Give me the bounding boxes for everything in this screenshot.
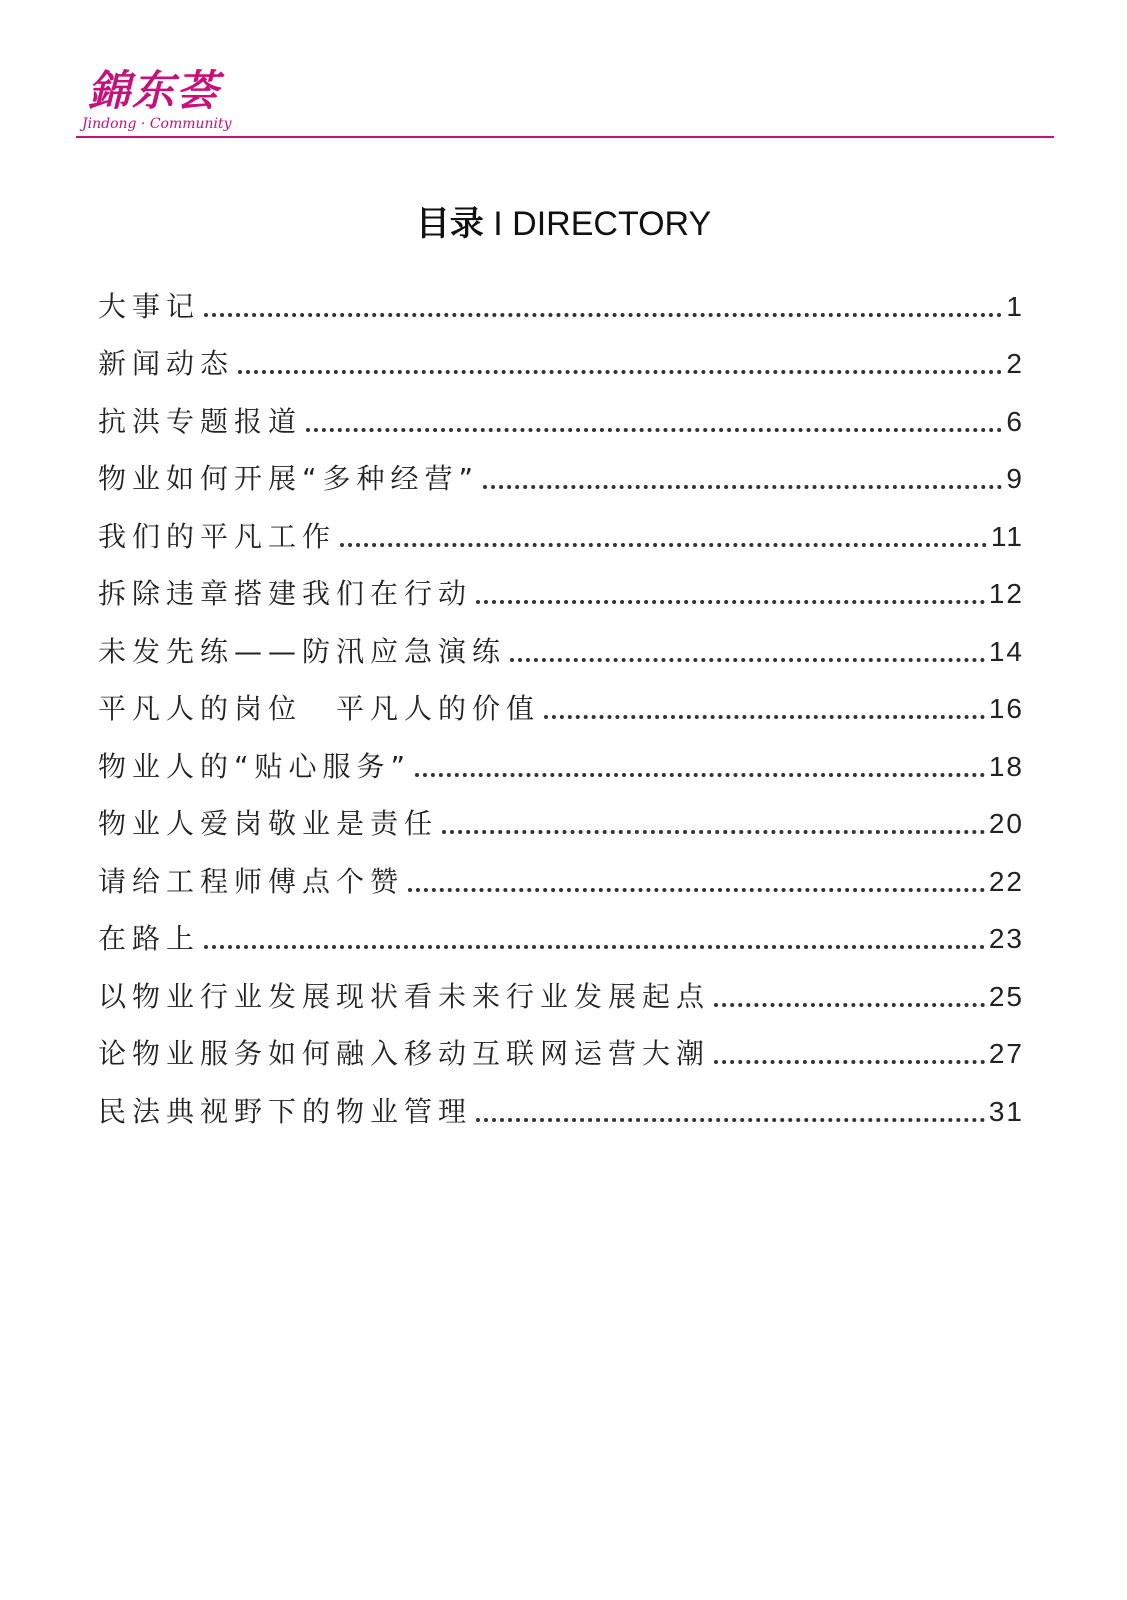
toc-leader-dots (714, 1003, 985, 1007)
toc-entry-page: 2 (1006, 348, 1024, 379)
toc-leader-dots (442, 830, 985, 834)
toc-entry[interactable] (98, 556, 1024, 614)
toc-entry-title: 平凡人的岗位 平凡人的价值 (98, 692, 541, 725)
toc-entry-page: 14 (988, 635, 1024, 667)
toc-entry-title: 请给工程师傅点个赞 (98, 864, 405, 898)
page-title (0, 196, 1127, 245)
header-divider (76, 136, 1054, 138)
toc-entry[interactable] (98, 326, 1024, 384)
toc-entry-page: 23 (988, 923, 1024, 954)
title-english: DIRECTORY (512, 205, 712, 243)
logo-text: 錦东荟 (88, 66, 221, 115)
toc-entry[interactable] (98, 1073, 1024, 1131)
toc-entry[interactable] (98, 728, 1024, 786)
toc-entry-page: 27 (988, 1038, 1024, 1069)
toc-entry[interactable] (98, 383, 1024, 441)
toc-entry-page: 9 (1006, 463, 1024, 494)
toc-entry[interactable] (98, 613, 1024, 671)
toc-entry-title: 拆除违章搭建我们在行动 (98, 577, 473, 610)
toc-leader-dots (204, 313, 1002, 317)
toc-entry-title: 我们的平凡工作 (98, 519, 337, 553)
toc-entry-title: 抗洪专题报道 (98, 404, 303, 438)
toc-entry-title: 论物业服务如何融入移动互联网运营大潮 (98, 1037, 711, 1070)
toc-leader-dots (238, 370, 1002, 374)
toc-entry[interactable] (98, 958, 1024, 1016)
toc-leader-dots (510, 658, 985, 662)
toc-entry-title: 物业如何开展“多种经营” (98, 462, 480, 495)
toc-leader-dots (476, 1118, 985, 1122)
toc-entry-title: 新闻动态 (98, 347, 235, 380)
title-separator: I (483, 205, 513, 243)
toc-leader-dots (476, 600, 985, 604)
toc-entry[interactable] (98, 1016, 1024, 1074)
toc-entry[interactable] (98, 843, 1024, 901)
toc-entry-title: 物业人爱岗敬业是责任 (98, 807, 439, 840)
toc-entry[interactable] (98, 901, 1024, 959)
title-chinese: 目录 (415, 204, 484, 244)
toc-entry-title: 以物业行业发展现状看未来行业发展起点 (98, 979, 711, 1013)
toc-entry-title: 大事记 (98, 289, 201, 323)
toc-entry-page: 22 (988, 865, 1024, 897)
toc-entry[interactable] (98, 268, 1024, 326)
toc-entry-title: 在路上 (98, 922, 201, 955)
toc-leader-dots (204, 945, 985, 949)
toc-entry-page: 25 (988, 980, 1024, 1012)
toc-entry[interactable] (98, 498, 1024, 556)
toc-entry-page: 31 (988, 1095, 1024, 1127)
toc-leader-dots (306, 428, 1002, 432)
logo-subtitle: Jindong · Community (82, 116, 232, 132)
toc-entry-page: 11 (990, 520, 1024, 552)
logo (82, 58, 232, 138)
toc-entry-page: 16 (988, 693, 1024, 724)
table-of-contents (98, 268, 1024, 1131)
toc-entry-page: 20 (988, 808, 1024, 839)
toc-entry-page: 1 (1006, 290, 1024, 322)
toc-entry[interactable] (98, 441, 1024, 499)
toc-entry-page: 12 (988, 578, 1024, 609)
toc-entry-title: 民法典视野下的物业管理 (98, 1094, 473, 1128)
toc-leader-dots (340, 543, 987, 547)
toc-leader-dots (483, 485, 1002, 489)
toc-leader-dots (714, 1060, 985, 1064)
toc-entry[interactable] (98, 671, 1024, 729)
toc-entry-title: 未发先练——防汛应急演练 (98, 634, 507, 668)
toc-entry[interactable] (98, 786, 1024, 844)
toc-entry-page: 18 (988, 750, 1024, 782)
toc-entry-title: 物业人的“贴心服务” (98, 749, 412, 783)
toc-leader-dots (544, 715, 985, 719)
page-header (0, 0, 1127, 140)
toc-entry-page: 6 (1006, 405, 1024, 437)
toc-leader-dots (415, 773, 985, 777)
toc-leader-dots (408, 888, 985, 892)
